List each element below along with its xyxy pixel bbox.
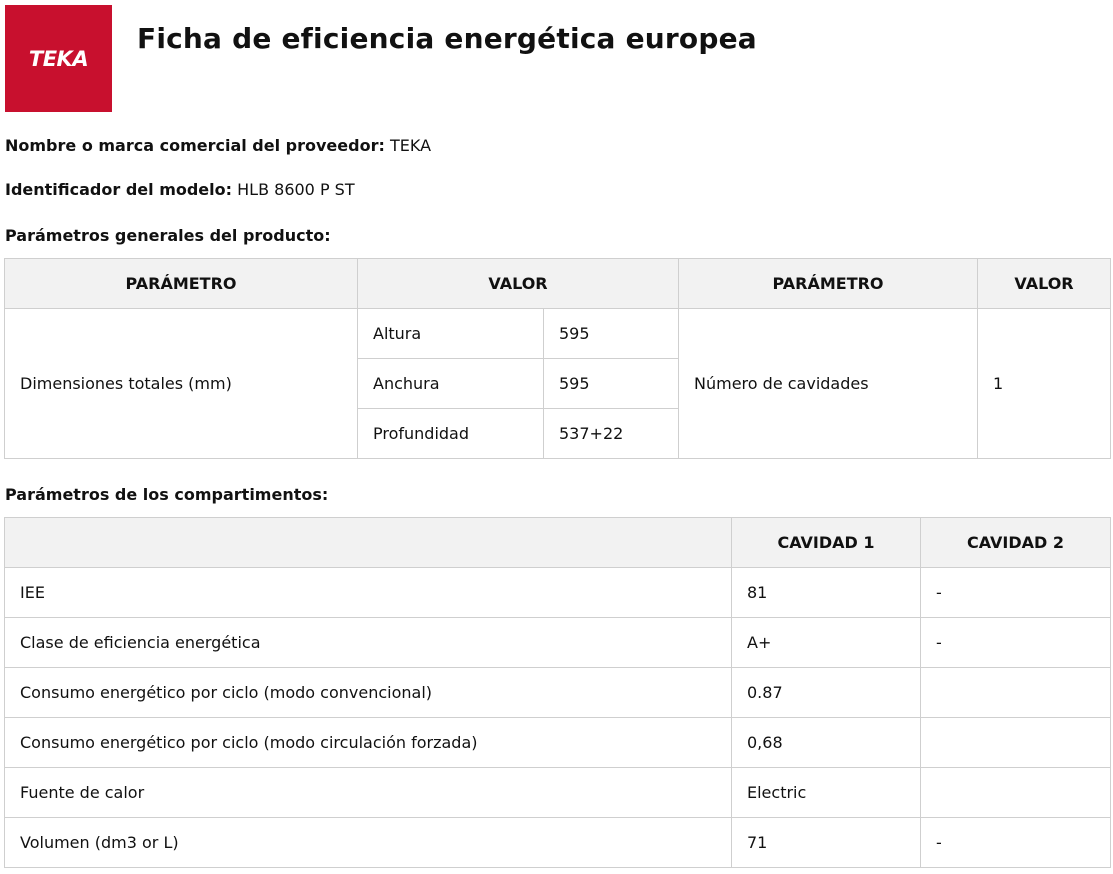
cavity1-value: Electric	[732, 768, 921, 818]
dimension-value: 595	[544, 359, 679, 409]
table-header-row	[5, 518, 1111, 568]
table-row	[5, 668, 1111, 718]
table-header-row	[5, 259, 1111, 309]
column-header: CAVIDAD 2	[921, 518, 1111, 568]
cavities-value: 1	[978, 309, 1111, 459]
cavity2-value: -	[921, 568, 1111, 618]
row-label: Volumen (dm3 or L)	[5, 818, 732, 868]
row-label: Fuente de calor	[5, 768, 732, 818]
table-row	[5, 818, 1111, 868]
cavity2-value	[921, 718, 1111, 768]
dimension-name: Altura	[358, 309, 544, 359]
cavity1-value: 0.87	[732, 668, 921, 718]
model-line	[5, 180, 355, 200]
compartments-table	[4, 517, 1111, 868]
dimension-name: Profundidad	[358, 409, 544, 459]
table-row	[5, 618, 1111, 668]
column-header: CAVIDAD 1	[732, 518, 921, 568]
row-label: IEE	[5, 568, 732, 618]
cavities-label: Número de cavidades	[679, 309, 978, 459]
cavity2-value	[921, 768, 1111, 818]
column-header: PARÁMETRO	[5, 259, 358, 309]
model-value: HLB 8600 P ST	[237, 180, 355, 199]
dimension-value: 537+22	[544, 409, 679, 459]
general-heading: Parámetros generales del producto:	[5, 226, 331, 245]
model-label: Identificador del modelo:	[5, 180, 233, 199]
column-header: VALOR	[358, 259, 679, 309]
cavity2-value: -	[921, 618, 1111, 668]
dimensions-label: Dimensiones totales (mm)	[5, 309, 358, 459]
supplier-value: TEKA	[389, 136, 432, 155]
cavity2-value	[921, 668, 1111, 718]
column-header: VALOR	[978, 259, 1111, 309]
row-label: Consumo energético por ciclo (modo convencional)	[5, 668, 732, 718]
dimension-value: 595	[544, 309, 679, 359]
table-row	[5, 768, 1111, 818]
compartments-heading: Parámetros de los compartimentos:	[5, 485, 329, 504]
column-header: PARÁMETRO	[679, 259, 978, 309]
column-header	[5, 518, 732, 568]
dimension-name: Anchura	[358, 359, 544, 409]
supplier-label: Nombre o marca comercial del proveedor:	[5, 136, 385, 155]
row-label: Clase de eficiencia energética	[5, 618, 732, 668]
cavity2-value: -	[921, 818, 1111, 868]
table-row	[5, 309, 1111, 359]
table-row	[5, 568, 1111, 618]
supplier-line	[5, 136, 431, 156]
logo-text: TEKA	[28, 46, 89, 71]
cavity1-value: 81	[732, 568, 921, 618]
general-parameters-table	[4, 258, 1111, 459]
cavity1-value: 71	[732, 818, 921, 868]
cavity1-value: A+	[732, 618, 921, 668]
table-row	[5, 718, 1111, 768]
row-label: Consumo energético por ciclo (modo circulación forzada)	[5, 718, 732, 768]
cavity1-value: 0,68	[732, 718, 921, 768]
teka-logo	[5, 5, 112, 112]
page-title: Ficha de eficiencia energética europea	[137, 22, 757, 55]
